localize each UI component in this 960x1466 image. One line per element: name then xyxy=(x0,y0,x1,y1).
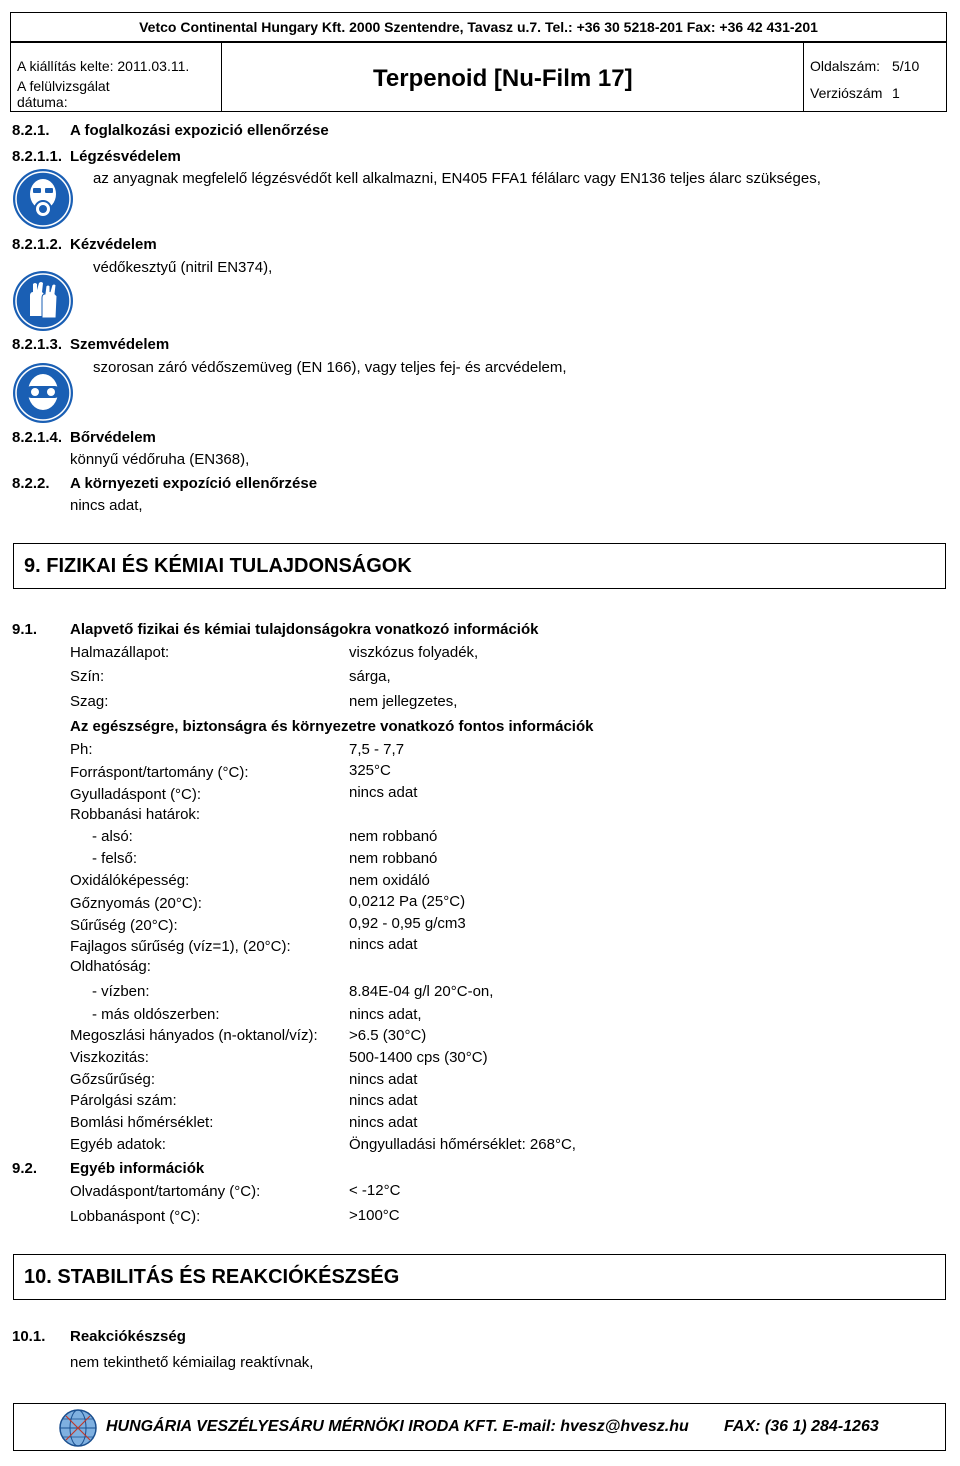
footer-fax: FAX: (36 1) 284-1263 xyxy=(724,1418,879,1435)
property-label: Fajlagos sűrűség (víz=1), (20°C): xyxy=(70,938,291,955)
eye-protection-text: szorosan záró védőszemüveg (EN 166), vagy teljes fej- és arcvédelem, xyxy=(93,359,567,376)
property-value: nincs adat, xyxy=(349,1006,422,1023)
property-value: nincs adat xyxy=(349,936,418,953)
page-footer xyxy=(13,1403,946,1451)
property-label: - vízben: xyxy=(92,983,150,1000)
property-value: sárga, xyxy=(349,668,391,685)
property-label: Robbanási határok: xyxy=(70,806,201,823)
property-value: >100°C xyxy=(349,1207,400,1224)
property-value: nem robbanó xyxy=(349,850,438,867)
property-label: Gőzsűrűség: xyxy=(70,1071,156,1088)
header-page-info xyxy=(803,43,946,111)
section-8-2-1-2-number: 8.2.1.2. xyxy=(12,236,63,253)
property-value: nem robbanó xyxy=(349,828,438,845)
property-label: Szín: xyxy=(70,668,105,685)
review-label-1: A felülvizsgálat xyxy=(17,78,110,94)
property-value: nincs adat xyxy=(349,1114,418,1131)
gloves-icon xyxy=(12,270,74,332)
section-9-1-title: Alapvető fizikai és kémiai tulajdonságokra vonatkozó információk xyxy=(70,621,539,638)
property-label: Párolgási szám: xyxy=(70,1092,177,1109)
section-8-2-1-1-number: 8.2.1.1. xyxy=(12,148,63,165)
property-label: - más oldószerben: xyxy=(92,1006,220,1023)
property-label: Bomlási hőmérséklet: xyxy=(70,1114,214,1131)
property-value: 0,0212 Pa (25°C) xyxy=(349,893,466,910)
property-value: nem oxidáló xyxy=(349,872,430,889)
issue-date: A kiállítás kelte: 2011.03.11. xyxy=(17,58,190,74)
property-value: nincs adat xyxy=(349,1071,418,1088)
section-8-2-1-title: A foglalkozási expozició ellenőrzése xyxy=(70,122,329,139)
globe-logo-icon xyxy=(58,1408,98,1448)
property-value: >6.5 (30°C) xyxy=(349,1027,427,1044)
property-label: Olvadáspont/tartomány (°C): xyxy=(70,1183,261,1200)
property-value: 0,92 - 0,95 g/cm3 xyxy=(349,915,466,932)
property-value: viszkózus folyadék, xyxy=(349,644,479,661)
respirator-mask-icon xyxy=(12,168,74,230)
section-8-2-1-4-title: Bőrvédelem xyxy=(70,429,156,446)
property-value: < -12°C xyxy=(349,1182,401,1199)
header-dates xyxy=(11,43,222,111)
property-label: Lobbanáspont (°C): xyxy=(70,1208,201,1225)
hand-protection-text: védőkesztyű (nitril EN374), xyxy=(93,259,273,276)
property-label: Gyulladáspont (°C): xyxy=(70,786,202,803)
section-8-2-1-3-title: Szemvédelem xyxy=(70,336,170,353)
section-8-2-1-2-title: Kézvédelem xyxy=(70,236,157,253)
product-title: Terpenoid [Nu-Film 17] xyxy=(373,65,633,92)
document-header xyxy=(10,42,947,112)
property-label: Szag: xyxy=(70,693,109,710)
property-label: Ph: xyxy=(70,741,93,758)
property-value: 7,5 - 7,7 xyxy=(349,741,405,758)
property-label: - felső: xyxy=(92,850,138,867)
property-value: nincs adat xyxy=(349,784,418,801)
property-value: nincs adat xyxy=(349,1092,418,1109)
property-label: Megoszlási hányados (n-oktanol/víz): xyxy=(70,1027,318,1044)
property-value: 325°C xyxy=(349,762,391,779)
section-10-1-title: Reakciókészség xyxy=(70,1328,186,1345)
property-label: Halmazállapot: xyxy=(70,644,170,661)
property-label: Egyéb adatok: xyxy=(70,1136,166,1153)
section-8-2-1-4-number: 8.2.1.4. xyxy=(12,429,63,446)
skin-protection-text: könnyű védőruha (EN368), xyxy=(70,451,250,468)
section-10-heading: 10. STABILITÁS ÉS REAKCIÓKÉSZSÉG xyxy=(13,1254,946,1300)
property-label: - alsó: xyxy=(92,828,133,845)
company-bar: Vetco Continental Hungary Kft. 2000 Szentendre, Tavasz u.7. Tel.: +36 30 5218-201 Fax: +36 42 431-201 xyxy=(10,12,947,42)
property-label: Oldhatóság: xyxy=(70,958,151,975)
property-value: nem jellegzetes, xyxy=(349,693,458,710)
version-label: Verziószám xyxy=(810,85,883,101)
section-8-2-2-number: 8.2.2. xyxy=(12,475,50,492)
section-9-2-number: 9.2. xyxy=(12,1160,38,1177)
safety-goggles-icon xyxy=(12,362,74,424)
footer-company: HUNGÁRIA VESZÉLYESÁRU MÉRNÖKI IRODA KFT. E-mail: hvesz@hvesz.hu xyxy=(106,1418,689,1435)
property-label: Viszkozitás: xyxy=(70,1049,149,1066)
reactivity-text: nem tekinthető kémiailag reaktívnak, xyxy=(70,1354,314,1371)
environmental-exposure-text: nincs adat, xyxy=(70,497,143,514)
page-label: Oldalszám: xyxy=(810,58,881,74)
review-label-2: dátuma: xyxy=(17,94,68,110)
section-9-1-number: 9.1. xyxy=(12,621,38,638)
property-label: Gőznyomás (20°C): xyxy=(70,895,202,912)
section-9-2-title: Egyéb információk xyxy=(70,1160,205,1177)
property-label: Sűrűség (20°C): xyxy=(70,917,178,934)
section-8-2-1-number: 8.2.1. xyxy=(12,122,50,139)
version-value: 1 xyxy=(892,85,900,101)
section-8-2-1-1-title: Légzésvédelem xyxy=(70,148,181,165)
health-safety-subheading: Az egészségre, biztonságra és környezetre vonatkozó fontos információk xyxy=(70,718,594,735)
property-label: Oxidálóképesség: xyxy=(70,872,190,889)
section-9-heading: 9. FIZIKAI ÉS KÉMIAI TULAJDONSÁGOK xyxy=(13,543,946,589)
respiratory-protection-text: az anyagnak megfelelő légzésvédőt kell alkalmazni, EN405 FFA1 félálarc vagy EN136 teljes álarc szükséges, xyxy=(93,170,821,187)
section-8-2-2-title: A környezeti expozíció ellenőrzése xyxy=(70,475,318,492)
section-8-2-1-3-number: 8.2.1.3. xyxy=(12,336,63,353)
property-value: 8.84E-04 g/l 20°C-on, xyxy=(349,983,494,1000)
property-label: Forráspont/tartomány (°C): xyxy=(70,764,249,781)
section-10-1-number: 10.1. xyxy=(12,1328,46,1345)
property-value: 500-1400 cps (30°C) xyxy=(349,1049,488,1066)
property-value: Öngyulladási hőmérséklet: 268°C, xyxy=(349,1136,576,1153)
page-value: 5/10 xyxy=(892,58,920,74)
